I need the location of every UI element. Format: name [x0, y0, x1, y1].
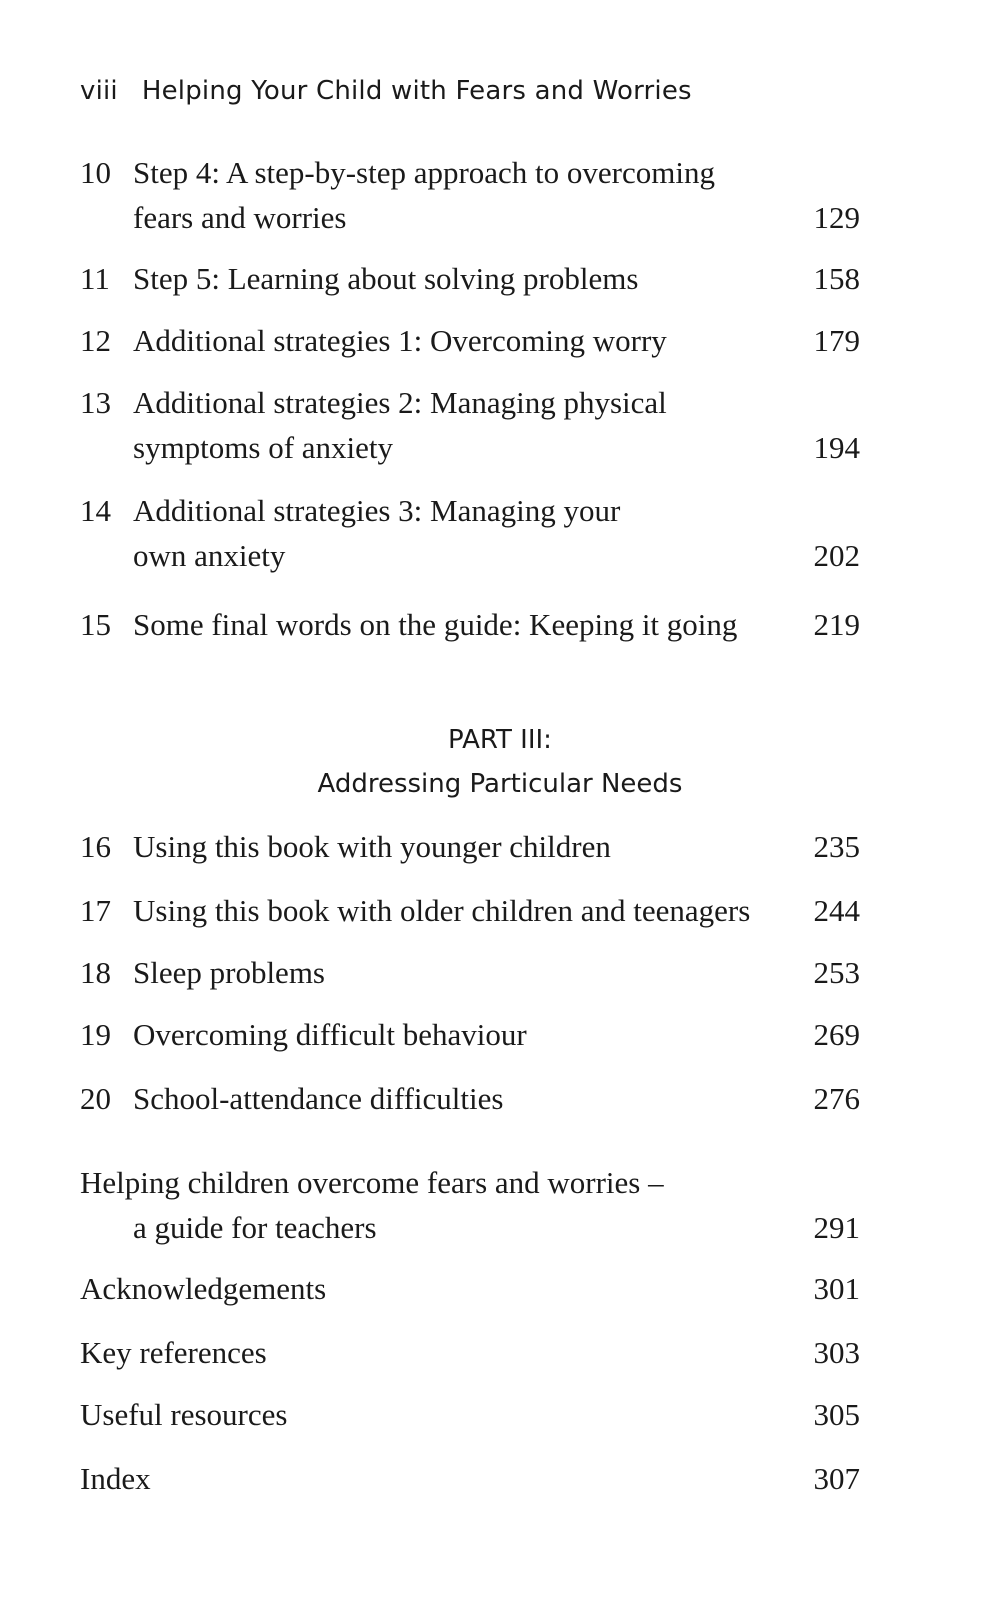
chapter-number: 10	[80, 155, 111, 190]
section-title: Key references	[80, 1335, 267, 1370]
chapter-number: 13	[80, 385, 111, 420]
page-number: 129	[813, 200, 860, 235]
chapter-title: Step 4: A step-by-step approach to overcoming fears and worries	[133, 155, 715, 235]
chapter-number: 12	[80, 323, 111, 358]
part-title: Addressing Particular Needs	[317, 769, 683, 799]
chapter-title: Sleep problems	[133, 955, 325, 990]
page-number: 219	[813, 607, 860, 642]
toc-entry[interactable]	[80, 888, 860, 933]
toc-entry[interactable]	[80, 488, 860, 578]
chapter-title: Step 5: Learning about solving problems	[133, 261, 639, 296]
chapter-title: Additional strategies 1: Overcoming worry	[133, 323, 667, 358]
chapter-title: Using this book with older children and teenagers	[133, 893, 751, 928]
toc-entry[interactable]	[80, 1392, 860, 1437]
chapter-number: 19	[80, 1017, 111, 1052]
page-number: 276	[813, 1081, 860, 1116]
running-head	[80, 76, 692, 106]
page-number: 235	[813, 829, 860, 864]
page-number: 301	[813, 1271, 860, 1306]
chapter-number: 15	[80, 607, 111, 642]
toc-entry[interactable]	[80, 824, 860, 869]
page-number: 244	[813, 893, 860, 928]
chapter-title: Additional strategies 3: Managing your own anxiety	[133, 493, 621, 573]
chapter-title: Additional strategies 2: Managing physical symptoms of anxiety	[133, 385, 667, 465]
chapter-title: Overcoming difficult behaviour	[133, 1017, 527, 1052]
section-title: Useful resources	[80, 1397, 288, 1432]
chapter-title: Some final words on the guide: Keeping it going	[133, 607, 738, 642]
toc-entry[interactable]	[80, 1456, 860, 1501]
toc-entry[interactable]	[80, 150, 860, 240]
toc-entry[interactable]	[80, 318, 860, 363]
page-number: 305	[813, 1397, 860, 1432]
page-number: 158	[813, 261, 860, 296]
toc-entry[interactable]	[80, 1330, 860, 1375]
chapter-number: 16	[80, 829, 111, 864]
toc-entry[interactable]	[80, 950, 860, 995]
toc-entry[interactable]	[80, 1160, 860, 1250]
page-folio: viii	[80, 76, 118, 106]
part-label: PART III:	[448, 725, 552, 755]
page-number: 303	[813, 1335, 860, 1370]
toc-entry[interactable]	[80, 1076, 860, 1121]
section-title: Acknowledgements	[80, 1271, 327, 1306]
book-title: Helping Your Child with Fears and Worries	[141, 76, 692, 106]
page-number: 194	[813, 430, 860, 465]
section-title: Helping children overcome fears and worries – a guide for teachers	[80, 1165, 664, 1245]
chapter-number: 18	[80, 955, 111, 990]
page-number: 179	[813, 323, 860, 358]
chapter-title: School-attendance difficulties	[133, 1081, 504, 1116]
chapter-number: 20	[80, 1081, 111, 1116]
section-title: Index	[80, 1461, 151, 1496]
chapter-number: 14	[80, 493, 111, 528]
toc-entry[interactable]	[80, 256, 860, 301]
page-number: 202	[813, 538, 860, 573]
chapter-title: Using this book with younger children	[133, 829, 611, 864]
chapter-number: 11	[80, 261, 110, 296]
page-number: 307	[813, 1461, 860, 1496]
page-number: 253	[813, 955, 860, 990]
toc-entry[interactable]	[80, 602, 860, 647]
toc-entry[interactable]	[80, 380, 860, 470]
chapter-number: 17	[80, 893, 111, 928]
toc-entry[interactable]	[80, 1012, 860, 1057]
page-number: 269	[813, 1017, 860, 1052]
page-number: 291	[813, 1210, 860, 1245]
toc-entry[interactable]	[80, 1266, 860, 1311]
